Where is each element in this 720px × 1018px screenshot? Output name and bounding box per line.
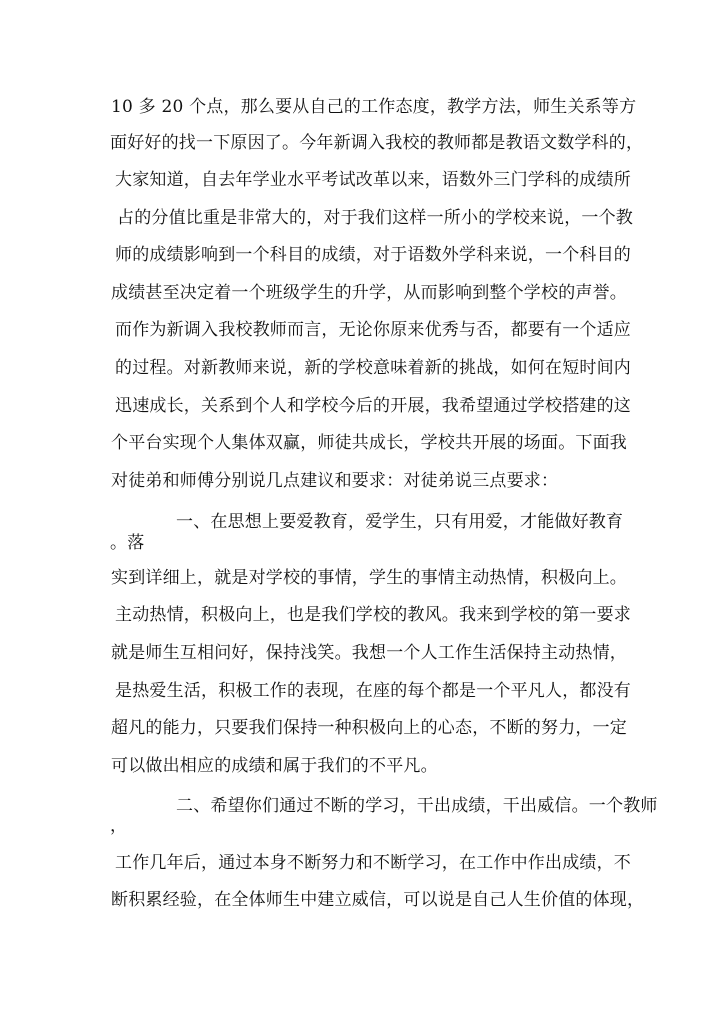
text-line: 大家知道，自去年学业水平考试改革以来，语数外三门学科的成绩所	[115, 170, 631, 190]
text-line: 断积累经验，在全体师生中建立威信，可以说是自己人生价值的体现，	[111, 890, 645, 910]
text-line: 。落	[110, 533, 145, 553]
text-line: 可以做出相应的成绩和属于我们的不平凡。	[111, 756, 438, 776]
text-line: 成绩甚至决定着一个班级学生的升学，从而影响到整个学校的声誉。	[111, 283, 627, 303]
text-line: 是热爱生活，积极工作的表现，在座的每个都是一个平凡人，都没有	[115, 681, 631, 701]
section-heading-line: 一、在思想上要爱教育，爱学生，只有用爱，才能做好教育	[176, 512, 624, 532]
text-line: 迅速成长，关系到个人和学校今后的开展，我希望通过学校搭建的这	[115, 396, 631, 416]
text-line: 对徒弟和师傅分别说几点建议和要求：对徒弟说三点要求：	[111, 471, 559, 491]
text-line: 而作为新调入我校教师而言，无论你原来优秀与否，都要有一个适应	[115, 320, 631, 340]
text-line: 超凡的能力，只要我们保持一种积极向上的心态，不断的努力，一定	[111, 718, 627, 738]
text-line: ，	[110, 816, 128, 836]
text-line: 工作几年后，通过本身不断努力和不断学习，在工作中作出成绩，不	[115, 853, 631, 873]
text-line: 占的分值比重是非常大的，对于我们这样一所小的学校来说，一个教	[117, 208, 633, 228]
text-line: 主动热情，积极向上，也是我们学校的教风。我来到学校的第一要求	[115, 605, 631, 625]
text-line: 就是师生互相问好，保持浅笑。我想一个人工作生活保持主动热情，	[111, 643, 627, 663]
text-line: 师的成绩影响到一个科目的成绩，对于语数外学科来说，一个科目的	[115, 245, 631, 265]
text-line: 的过程。对新教师来说，新的学校意味着新的挑战，如何在短时间内	[115, 358, 631, 378]
section-heading-line: 二、希望你们通过不断的学习，干出成绩，干出威信。一个教师	[176, 796, 658, 816]
text-line: 10 多 20 个点，那么要从自己的工作态度，教学方法，师生关系等方	[111, 97, 637, 117]
text-line: 面好好的找一下原因了。今年新调入我校的教师都是教语文数学科的，	[110, 133, 644, 153]
text-line: 个平台实现个人集体双赢，师徒共成长，学校共开展的场面。下面我	[111, 433, 627, 453]
text-line: 实到详细上，就是对学校的事情，学生的事情主动热情，积极向上。	[111, 568, 627, 588]
